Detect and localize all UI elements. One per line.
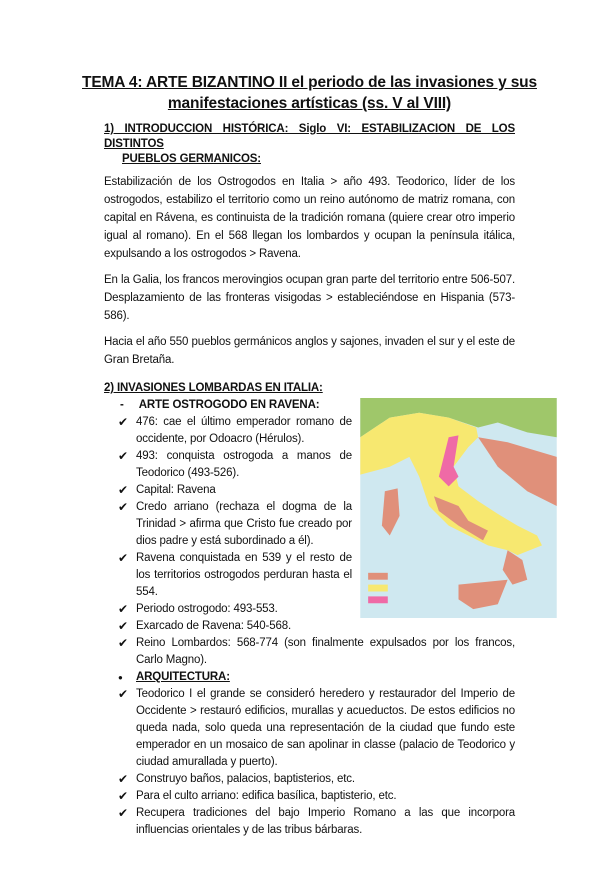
list-item — [118, 771, 515, 788]
item-text: Teodorico I el grande se consideró heredero y restaurador del Imperio de Occidente > restauró edificios, murallas y acueductos. De estos edificios no queda nada, solo queda una representación de la ciudad que fundo este emperador en un mosaico de san apolinar in classe (palacio de Teodorico y ciudad amurallada y puerto). — [136, 688, 515, 768]
list-item — [118, 448, 515, 482]
check-icon: ✔ — [118, 772, 128, 786]
item-text: Para el culto arriano: edifica basílica, baptisterio, etc. — [136, 790, 397, 802]
list-item — [118, 482, 515, 499]
dash-marker: - — [120, 399, 124, 411]
check-icon: ✔ — [118, 789, 128, 803]
list-item — [118, 601, 515, 618]
check-icon: ✔ — [118, 806, 128, 820]
item-text: Ravena conquistada en 539 y el resto de los territorios ostrogodos perduran hasta el 554. — [136, 552, 352, 598]
list-item — [118, 805, 515, 839]
item-text: Periodo ostrogodo: 493-553. — [136, 603, 278, 615]
list-item — [118, 499, 515, 550]
check-icon: ✔ — [118, 636, 128, 650]
item-text: Exarcado de Ravena: 540-568. — [136, 620, 291, 632]
page-title — [80, 72, 539, 114]
arch-heading-text: ARQUITECTURA: — [136, 671, 230, 683]
check-icon: ✔ — [118, 687, 128, 701]
list-item — [118, 550, 515, 601]
paragraph-galia: En la Galia, los francos merovingios ocupan gran parte del territorio entre 506-507. Desplazamiento de las fronteras visigodas > estableciéndose en Hispania (573-586). — [104, 274, 515, 322]
section1-heading-cont: PUEBLOS GERMANICOS: — [122, 153, 261, 165]
item-text: 476: cae el último emperador romano de occidente, por Odoacro (Hérulos). — [136, 416, 352, 445]
check-icon: ✔ — [118, 500, 128, 514]
list-item — [118, 618, 515, 635]
item-text: Capital: Ravena — [136, 484, 216, 496]
section1-heading: 1) INTRODUCCION HISTÓRICA: Siglo VI: ESTABILIZACION DE LOS DISTINTOS — [104, 123, 515, 150]
check-icon: ✔ — [118, 449, 128, 463]
check-icon: ✔ — [118, 415, 128, 429]
paragraph-ostrogodos: Estabilización de los Ostrogodos en Italia > año 493. Teodorico, líder de los ostrogodos, estabilizo el territorio como un reino autónomo de matriz romana, con capital en Rávena, es continuista de la tradición romana (quiere crear otro imperio igual al romano). En el 568 llegan los lombardos y ocupan la península itálica, expulsando a los ostrogodos > Ravena. — [104, 176, 515, 260]
paragraph-britania: Hacia el año 550 pueblos germánicos anglos y sajones, invaden el sur y el este de Gran Bretaña. — [104, 336, 515, 366]
section2-heading: 2) INVASIONES LOMBARDAS EN ITALIA: — [104, 382, 323, 394]
item-text: Reino Lombardos: 568-774 (son finalmente expulsados por los francos, Carlo Magno). — [136, 637, 515, 666]
history-list — [118, 414, 515, 839]
check-icon: ✔ — [118, 551, 128, 565]
check-icon: ✔ — [118, 619, 128, 633]
bullet-icon: ● — [118, 673, 123, 682]
check-icon: ✔ — [118, 483, 128, 497]
subheading-text: ARTE OSTROGODO EN RAVENA: — [138, 399, 320, 411]
list-item — [118, 788, 515, 805]
title-line-1: TEMA 4: ARTE BIZANTINO II el periodo de las invasiones y sus — [82, 74, 537, 91]
list-item — [118, 635, 515, 669]
arch-heading — [118, 669, 515, 686]
item-text: Recupera tradiciones del bajo Imperio Romano a las que incorpora influencias orientales y de las tribus bárbaras. — [136, 807, 515, 836]
item-text: Construyo baños, palacios, baptisterios, etc. — [136, 773, 355, 785]
item-text: 493: conquista ostrogoda a manos de Teodorico (493-526). — [136, 450, 352, 479]
item-text: Credo arriano (rechaza el dogma de la Trinidad > afirma que Cristo fue creado por dios padre y está subordinado a él). — [136, 501, 352, 547]
list-item — [118, 414, 515, 448]
check-icon: ✔ — [118, 602, 128, 616]
title-line-2: manifestaciones artísticas (ss. V al VIII) — [167, 95, 452, 112]
list-item — [118, 686, 515, 771]
